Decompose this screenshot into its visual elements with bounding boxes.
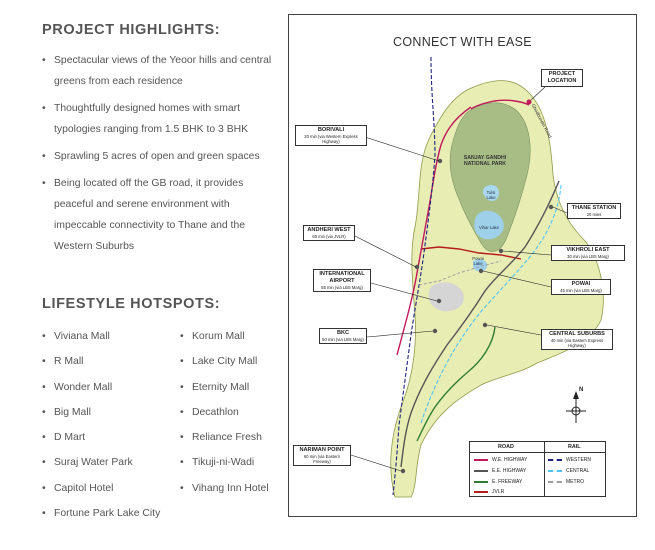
highlight-item: • Sprawling 5 acres of open and green spaces [42,146,282,167]
legend-road-header: ROAD [498,444,514,450]
project-highlights-heading: PROJECT HIGHLIGHTS: [42,22,221,38]
nariman-point-label: NARIMAN POINT 60 min (via Eastern Freeway) [293,445,351,466]
compass [564,387,588,427]
hotspot-item: • Suraj Water Park [42,450,182,475]
hotspot-item: • Vihang Inn Hotel [180,476,290,501]
andheri-west-label: ANDHERI WEST 60 min (via JVLR) [303,225,355,241]
lifestyle-hotspots-heading: LIFESTYLE HOTSPOTS: [42,296,221,312]
hotspot-item: • Lake City Mall [180,349,290,374]
international-airport-label: INTERNATIONAL AIRPORT 55 min (via LBS Marg) [313,269,371,292]
hotspot-item: • Wonder Mall [42,375,182,400]
highlight-item: • Being located off the GB road, it provides peaceful and serene environment with impeccable connectivity to Thane and the Western Suburbs [42,173,282,257]
highlight-item: • Thoughtfully designed homes with smart typologies ranging from 1.5 BHK to 3 BHK [42,98,282,140]
connectivity-map [288,14,637,517]
project-highlights-list [42,50,282,263]
legend-central-rail: CENTRAL [548,465,589,476]
powai-lake-label: Powai Lake [472,256,484,266]
hotspot-item: • Korum Mall [180,324,290,349]
compass-icon [564,387,588,427]
hotspots-list-right [180,324,290,501]
legend-jvlr: JVLR [474,486,504,497]
tulsi-lake-label: Tulsi Lake [486,190,496,200]
hotspot-item: • Capitol Hotel [42,476,182,501]
hotspot-item: • R Mall [42,349,182,374]
hotspot-item: • Tikuji-ni-Wadi [180,450,290,475]
legend-rail-header: RAIL [568,444,581,450]
vihar-lake-label: Vihar Lake [479,225,499,230]
project-location-label: PROJECT LOCATION [541,69,583,87]
bkc-label: BKC 50 min (via LBS Marg) [319,328,367,344]
hotspot-item: • Big Mall [42,400,182,425]
map-legend [469,441,606,497]
hotspot-item: • Decathlon [180,400,290,425]
legend-western-rail: WESTERN [548,454,591,465]
vikhroli-east-label: VIKHROLI EAST 30 min (via LBS Marg) [551,245,625,261]
powai-label: POWAI 45 min (via LBS Marg) [551,279,611,295]
legend-metro: METRO [548,476,584,487]
legend-e-freeway: E. FREEWAY [474,476,522,487]
legend-ee-highway: E.E. HIGHWAY [474,465,526,476]
hotspot-item: • Fortune Park Lake City [42,501,182,526]
hotspot-item: • Viviana Mall [42,324,182,349]
borivali-label: BORIVALI 20 min (via Western Express Highway) [295,125,367,146]
central-suburbs-label: CENTRAL SUBURBS 40 min (via Eastern Express Highway) [541,329,613,350]
map-title: CONNECT WITH EASE [393,35,532,49]
compass-north-label: N [579,387,584,393]
park-label: SANJAY GANDHI NATIONAL PARK [463,155,507,167]
highlight-item: • Spectacular views of the Yeoor hills and central greens from each residence [42,50,282,92]
ghodbunder-road-label: Ghodbunder Road [530,103,553,139]
thane-station-label: THANE STATION 20 mins [567,203,621,219]
hotspots-list-left [42,324,182,526]
hotspot-item: • Eternity Mall [180,375,290,400]
hotspot-item: • Reliance Fresh [180,425,290,450]
legend-we-highway: W.E. HIGHWAY [474,454,527,465]
hotspot-item: • D Mart [42,425,182,450]
